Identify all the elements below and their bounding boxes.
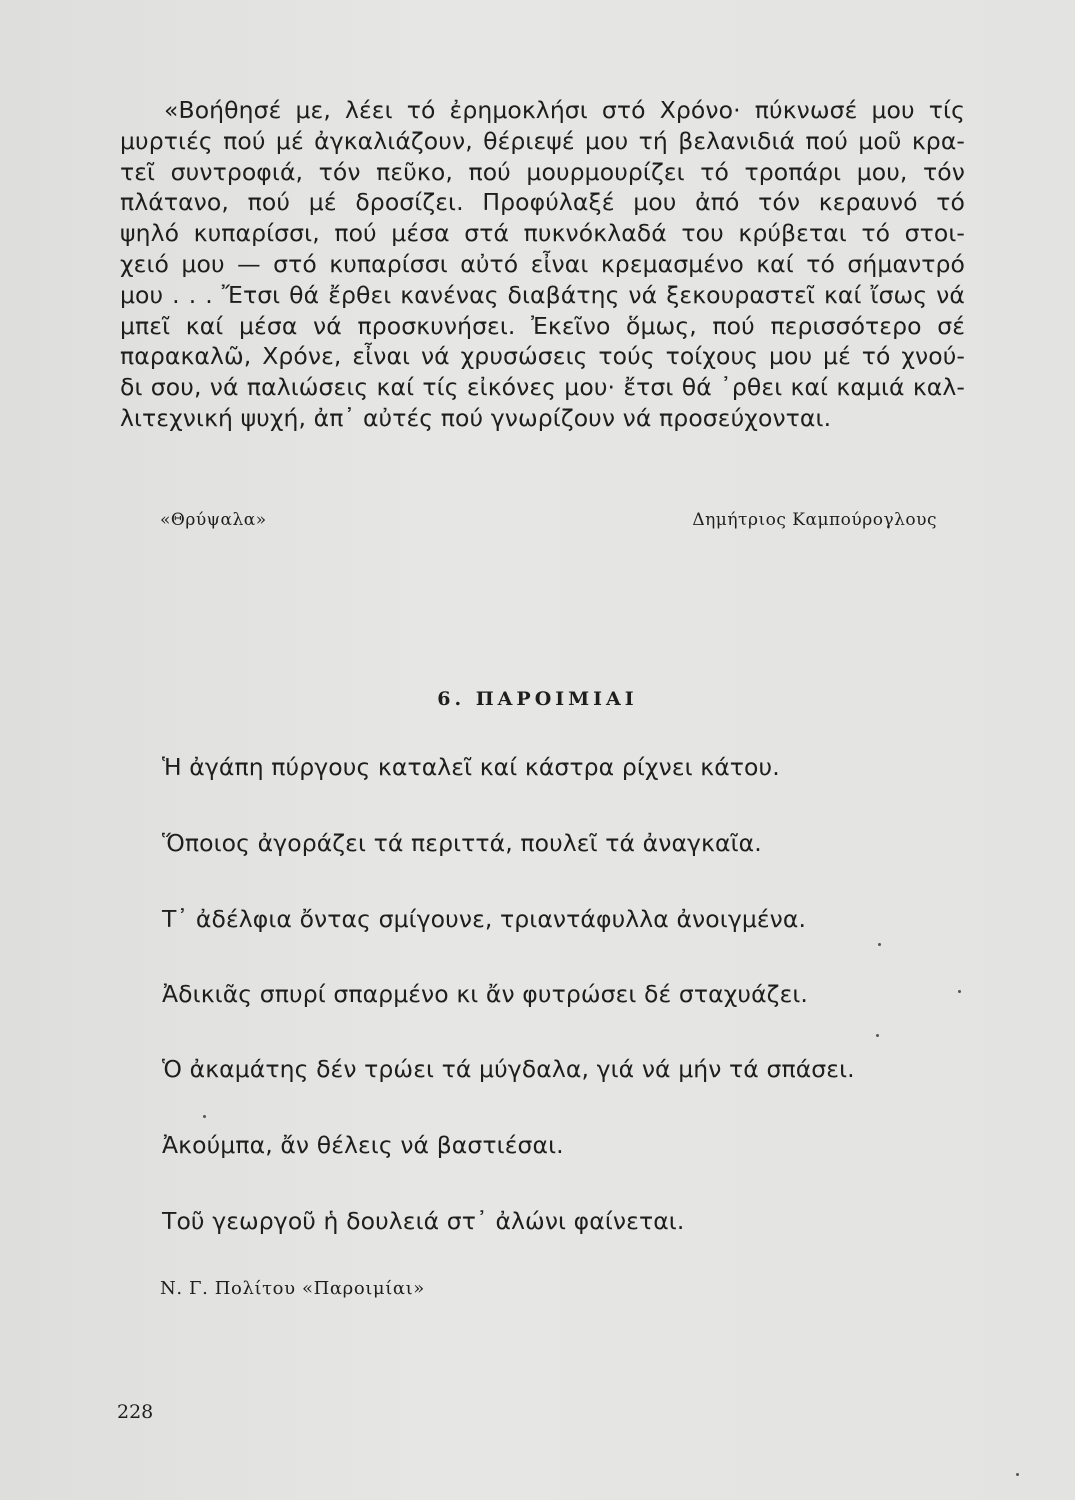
proverbs-source: Ν. Γ. Πολίτου «Παροιμίαι»: [160, 1278, 425, 1299]
proverb-line: Τοῦ γεωργοῦ ἡ δουλειά στ᾽ ἀλώνι φαίνεται.: [162, 1207, 685, 1235]
prose-line: χειό μου — στό κυπαρίσσι αὐτό εἶναι κρεμασμένο καί τό σήμαντρό: [120, 249, 965, 278]
print-speck: [203, 1115, 206, 1118]
print-speck: [1016, 1473, 1019, 1476]
attribution-work: «Θρύψαλα»: [160, 510, 267, 530]
prose-line: παρακαλῶ, Χρόνε, εἶναι νά χρυσώσεις τούς τοίχους μου μέ τό χνού-: [120, 342, 965, 371]
print-speck: [878, 943, 881, 946]
proverb-line: Ἀκούμπα, ἄν θέλεις νά βαστιέσαι.: [162, 1131, 564, 1159]
prose-line: δι σου, νά παλιώσεις καί τίς εἰκόνες μου· ἔτσι θά ᾽ρθει καί καμιά καλ-: [120, 373, 965, 402]
proverb-line: Ὅποιος ἀγοράζει τά περιττά, πουλεῖ τά ἀναγκαῖα.: [162, 829, 762, 857]
print-speck: [958, 990, 961, 993]
attribution-author: Δημήτριος Καμπούρογλους: [692, 510, 937, 530]
prose-line: ψηλό κυπαρίσσι, πού μέσα στά πυκνόκλαδά του κρύβεται τό στοι-: [120, 219, 965, 248]
print-speck: [876, 1034, 879, 1037]
proverb-line: Ἡ ἀγάπη πύργους καταλεῖ καί κάστρα ρίχνει κάτου.: [162, 753, 780, 781]
proverb-line: Ἀδικιᾶς σπυρί σπαρμένο κι ἄν φυτρώσει δέ σταχυάζει.: [162, 980, 808, 1008]
prose-line: λιτεχνική ψυχή, ἀπ᾽ αὐτές πού γνωρίζουν νά προσεύχονται.: [120, 403, 832, 432]
proverb-line: Τ᾽ ἀδέλφια ὄντας σμίγουνε, τριαντάφυλλα ἀνοιγμένα.: [162, 905, 807, 933]
prose-line: μπεῖ καί μέσα νά προσκυνήσει. Ἐκεῖνο ὅμως, πού περισσότερο σέ: [120, 311, 965, 340]
prose-line: πλάτανο, πού μέ δροσίζει. Προφύλαξέ μου ἀπό τόν κεραυνό τό: [120, 188, 965, 217]
prose-line: μου . . . Ἔτσι θά ἔρθει κανένας διαβάτης νά ξεκουραστεῖ καί ἴσως νά: [120, 280, 965, 309]
prose-paragraph: [120, 95, 965, 434]
prose-line: τεῖ συντροφιά, τόν πεῦκο, πού μουρμουρίζει τό τροπάρι μου, τόν: [120, 157, 965, 186]
prose-line: «Βοήθησέ με, λέει τό ἐρημοκλήσι στό Χρόνο· πύκνωσέ μου τίς: [164, 96, 965, 124]
prose-line: μυρτιές πού μέ ἀγκαλιάζουν, θέριεψέ μου τή βελανιδιά πού μοῦ κρα-: [120, 126, 965, 155]
proverb-line: Ὁ ἀκαμάτης δέν τρώει τά μύγδαλα, γιά νά μήν τά σπάσει.: [162, 1055, 855, 1083]
page-number: 228: [117, 1401, 154, 1423]
section-heading: 6. ΠΑΡΟΙΜΙΑΙ: [437, 688, 638, 710]
